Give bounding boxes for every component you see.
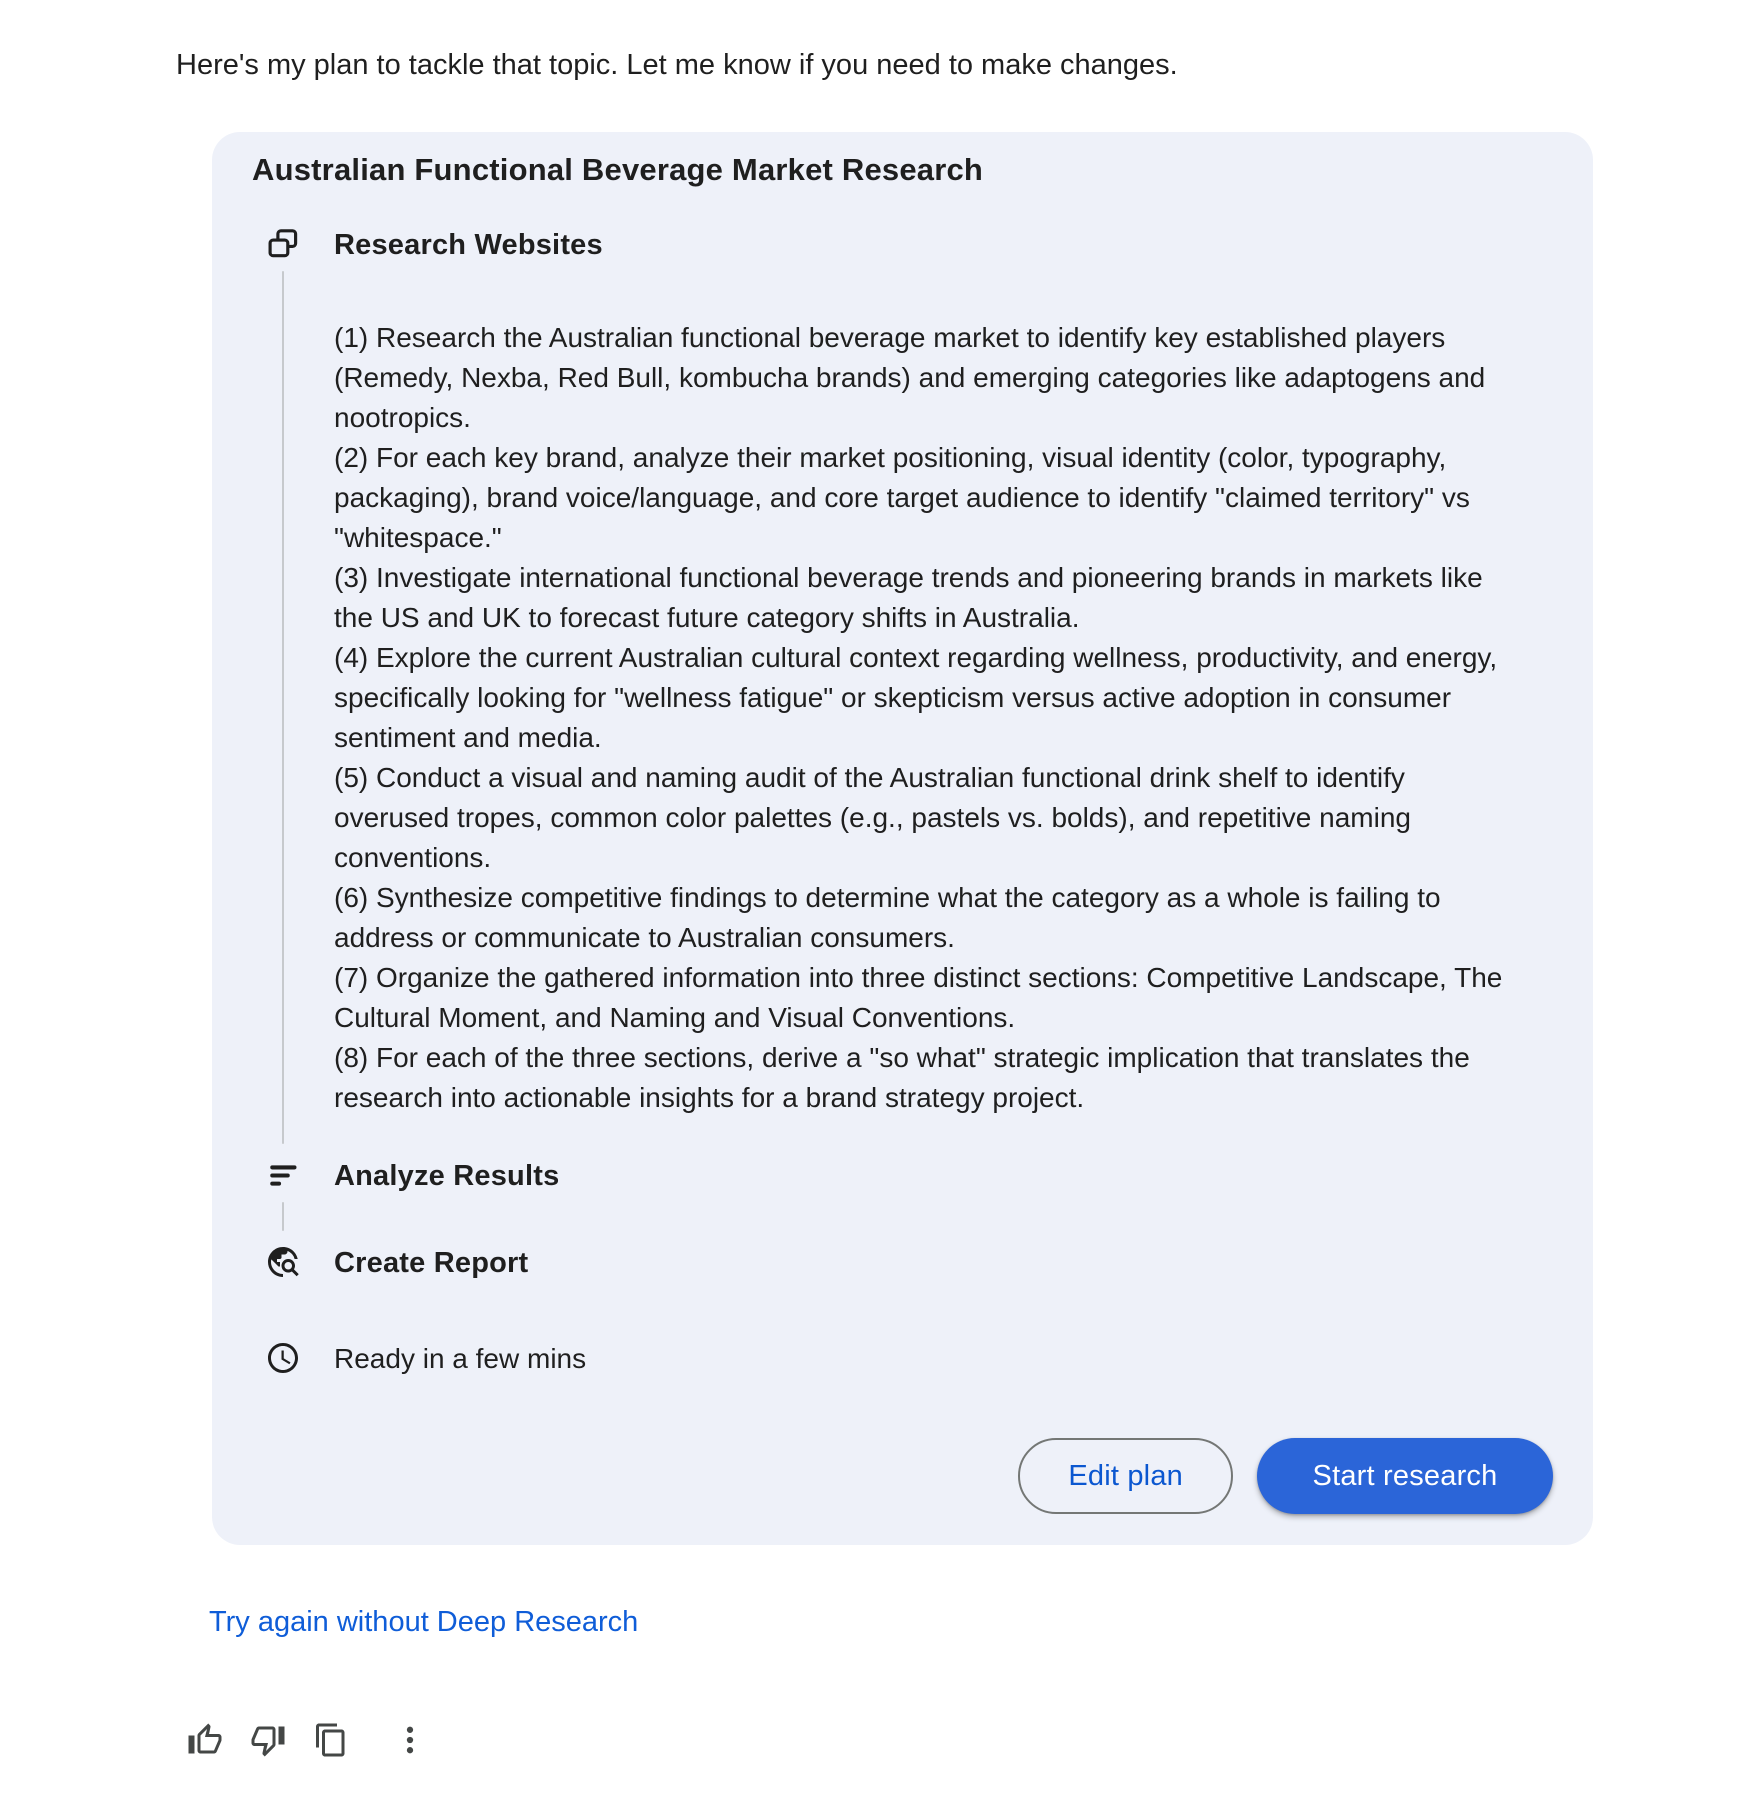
eta-row [252,1340,1553,1378]
plan-item-6: (6) Synthesize competitive findings to determine what the category as a whole is failing to address or communicate to Australian consumers. [334,882,1441,953]
plan-item-4: (4) Explore the current Australian cultural context regarding wellness, productivity, and energy, specifically looking for "wellness fatigue" or skepticism versus active adoption in consumer sentiment and media. [334,642,1498,753]
step-rail [265,226,301,1157]
analyze-results-icon [265,1157,301,1193]
try-again-without-deep-research-link[interactable]: Try again without Deep Research [209,1606,639,1638]
step-connector-line [282,1202,284,1231]
eta-text: Ready in a few mins [334,1343,587,1374]
thumb-down-icon [250,1722,286,1758]
thumb-up-button[interactable] [186,1721,224,1759]
copy-icon [313,1722,349,1758]
research-plan-items [334,318,1524,1118]
create-report-icon [265,1244,301,1280]
step-rail [265,1157,301,1244]
plan-item-3: (3) Investigate international functional beverage trends and pioneering brands in markets like the US and UK to forecast future category shifts in Australia. [334,562,1483,633]
step-label: Create Report [334,1247,529,1279]
step-research-websites [252,226,1553,1157]
plan-title: Australian Functional Beverage Market Research [252,152,984,187]
plan-item-8: (8) For each of the three sections, derive a "so what" strategic implication that translates the research into actionable insights for a brand strategy project. [334,1042,1470,1113]
plan-item-2: (2) For each key brand, analyze their market positioning, visual identity (color, typography, packaging), brand voice/language, and core target audience to identify "claimed territory" vs "whitespace." [334,442,1470,553]
assistant-intro-message: Here's my plan to tackle that topic. Let me know if you need to make changes. [176,49,1178,81]
eta-rail [265,1340,301,1376]
plan-item-1: (1) Research the Australian functional beverage market to identify key established players (Remedy, Nexba, Red Bull, kombucha brands) and emerging categories like adaptogens and nootropics. [334,322,1486,433]
step-create-report [252,1244,1553,1282]
research-plan-card [212,132,1593,1545]
clock-icon [265,1340,301,1376]
thumb-up-icon [187,1722,223,1758]
plan-button-row [252,1438,1553,1514]
more-options-button[interactable] [391,1721,429,1759]
plan-item-5: (5) Conduct a visual and naming audit of the Australian functional drink shelf to identify overused tropes, common color palettes (e.g., pastels vs. bolds), and repetitive naming conventions. [334,762,1411,873]
step-connector-line [282,271,284,1144]
step-label: Research Websites [334,229,603,261]
research-websites-icon [265,226,301,262]
response-actions-row [186,1721,1758,1799]
step-analyze-results [252,1157,1553,1244]
start-research-button[interactable]: Start research [1257,1438,1553,1514]
thumb-down-button[interactable] [249,1721,287,1759]
edit-plan-button[interactable]: Edit plan [1018,1438,1233,1514]
step-label: Analyze Results [334,1160,560,1192]
plan-item-7: (7) Organize the gathered information into three distinct sections: Competitive Landscape, The Cultural Moment, and Naming and Visual Conventions. [334,962,1503,1033]
step-rail [265,1244,301,1282]
copy-button[interactable] [312,1721,350,1759]
more-vert-icon [392,1722,428,1758]
